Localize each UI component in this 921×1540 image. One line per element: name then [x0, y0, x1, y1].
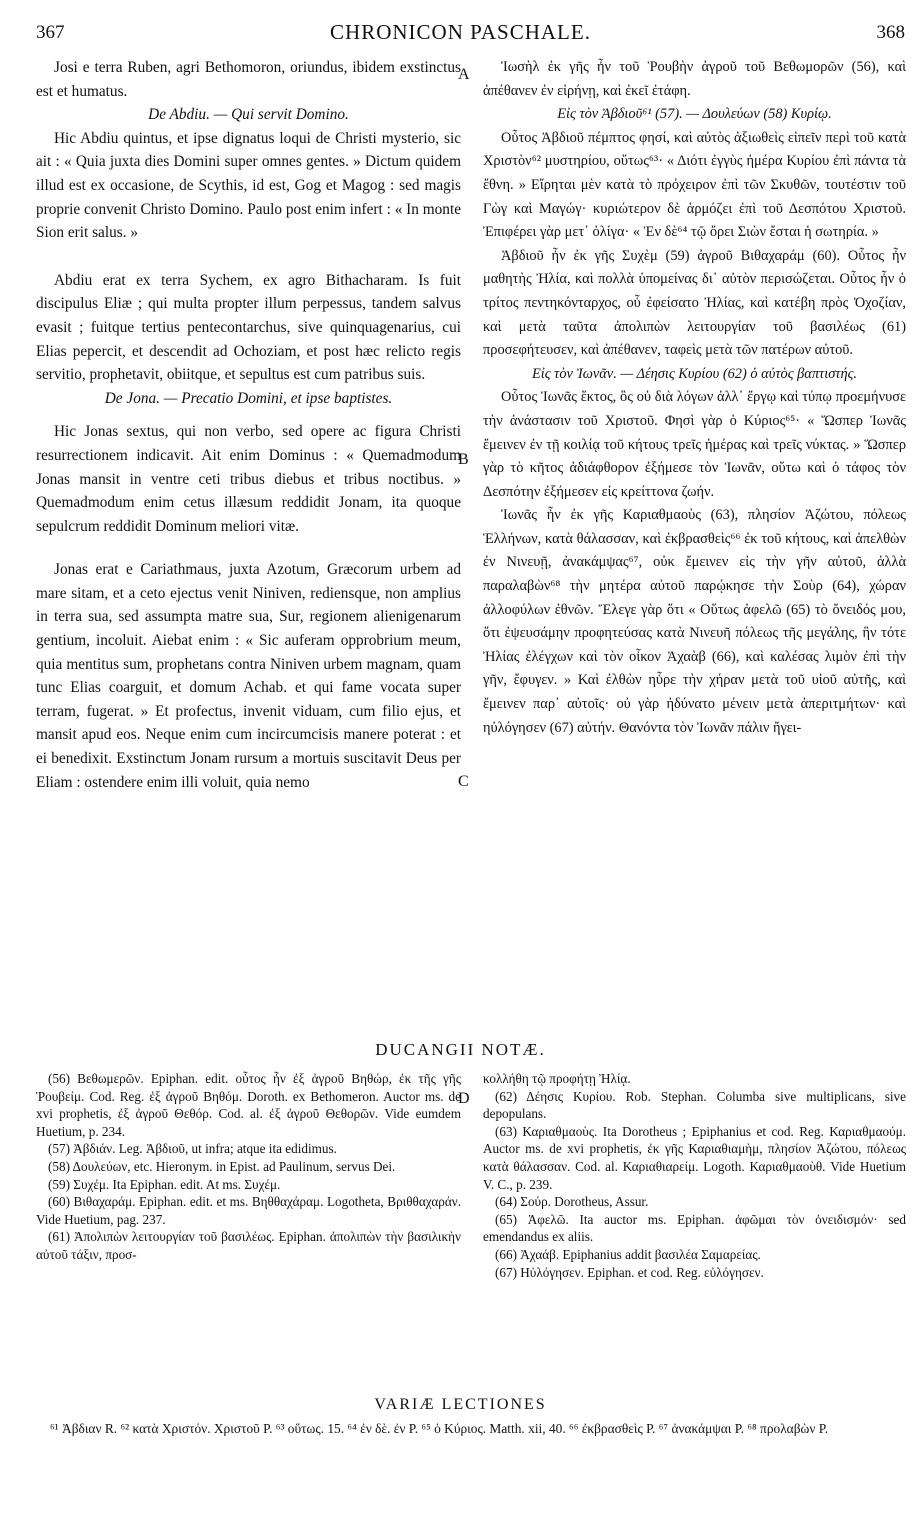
- latin-paragraph: Abdiu erat ex terra Sychem, ex agro Bithacharam. Is fuit discipulus Eliæ ; qui multa propter illum perpessus, tandem salvus evasit ; fuitque tertius pentecontarchus, sive quinquagenarius, cui Elias pepercit, et descendit ad Ochoziam, et post hæc relicto regis servitio, prophetavit, obiitque, et sepultus est cum patribus suis.: [36, 271, 461, 384]
- margin-letter-b: B: [458, 451, 469, 468]
- page-number-right: 368: [876, 22, 905, 43]
- latin-paragraph: Hic Jonas sextus, qui non verbo, sed opere ac figura Christi resurrectionem indicavit. Ait enim Dominus : « Quemadmodum Jonas mansit in ventre ceti tribus diebus et tribus noctibus. » Quemadmodum enim cetus illæsum reddidit Jonam, ita quoque sepulcrum reddidit Dominum meliori vitæ.: [36, 423, 461, 535]
- note-item: (67) Ηὐλόγησεν. Epiphan. et cod. Reg. εὐλόγησεν.: [495, 1264, 764, 1280]
- margin-letter-c: C: [458, 773, 469, 790]
- note-item: (56) Βεθωμερῶν. Epiphan. edit. οὗτος ἦν ἐξ ἀγροῦ Βηθώρ, ἐκ τῆς γῆς Ῥουβείμ. Cod. Reg. ἐξ ἀγροῦ Βηθόμ. Doroth. ex Bethomeron. Auctor ms. de xvi prophetis, ἐξ ἀγροῦ Θεθόρ. Cod. al. ἐξ ἀγροῦ Θεθορῶν. Vide eumdem Huetium, p. 234.: [36, 1071, 461, 1139]
- running-title: CHRONICON PASCHALE.: [330, 20, 591, 44]
- note-item: (61) Ἀπολιπὼν λειτουργίαν τοῦ βασιλέως. Epiphan. ἀπολιπὼν τὴν βασιλικὴν αὐτοῦ τάξιν, προσ-: [36, 1229, 461, 1262]
- notes-title: DUCANGII NOTÆ.: [375, 1040, 546, 1059]
- page-header: [0, 8, 921, 46]
- latin-column: [36, 56, 461, 794]
- greek-paragraph: Ἀβδιοῦ ἦν ἐκ γῆς Συχὲμ (59) ἀγροῦ Βιθαχαράμ (60). Οὗτος ἦν μαθητὴς Ἠλία, καὶ πολλὰ ὑπομείνας δι᾽ αὐτὸν περισώζεται. Οὗτος ἦν ὁ τρίτος πεντηκόνταρχος, οὗ ἐφείσατο Ἠλίας, καὶ κατέβη πρὸς Ὀχοζίαν, καὶ μετὰ ταῦτα ἀπολιπὼν λειτουργίαν τοῦ βασιλέως (61) προσεφήτευσεν, καὶ ἀπέθανεν, ταφεὶς μετὰ τῶν πατέρων αὐτοῦ.: [483, 247, 906, 359]
- margin-letter-a: A: [458, 66, 470, 83]
- latin-heading-abdiu: De Abdiu. — Qui servit Domino.: [148, 106, 349, 124]
- main-text: [36, 56, 906, 791]
- latin-paragraph: Jonas erat e Cariathmaus, juxta Azotum, Græcorum urbem ad mare sitam, et a ceto ejectus venit Niniven, rediensque, non amplius in terra sua, sed assumpta matre sua, Sur, regionem alienigenarum gentium, incoluit. Aiebat enim : « Sic auferam opprobrium meum, quia mentitus sum, prophetans contra Niniven urbem magnam, quam tunc Elias coarguit, et domum Achab. et qui fame vocata super terram, fugerat. » Et profectus, invenit viduam, cum filio ejus, et mansit apud eos. Neque enim cum incircumcisis manere poterat : et ei benedixit. Exstinctum Jonam rursum a mortuis suscitavit Deus per Eliam : ostendere enim illi voluit, quia nemo: [36, 561, 461, 791]
- note-item: (60) Βιθαχαράμ. Epiphan. edit. et ms. Βηθθαχάραμ. Logotheta, Βριθθαχαράν. Vide Huetium, pag. 237.: [36, 1194, 461, 1227]
- note-item: (66) Ἀχαάβ. Epiphanius addit βασιλέα Σαμαρείας.: [495, 1246, 761, 1262]
- greek-heading-abdiu: Εἰς τὸν Ἀβδιοῦ⁶¹ (57). — Δουλεύων (58) Κυρίῳ.: [557, 106, 832, 123]
- margin-letter-d: D: [458, 1090, 470, 1107]
- greek-heading-jona: Εἰς τὸν Ἰωνᾶν. — Δέησις Κυρίου (62) ὁ αὐτὸς βαπτιστής.: [531, 365, 858, 382]
- greek-column: [483, 56, 906, 740]
- page-number-left: 367: [36, 22, 65, 43]
- note-item: κολλήθη τῷ προφήτῃ Ἠλίᾳ.: [483, 1071, 631, 1086]
- latin-paragraph: Hic Abdiu quintus, et ipse dignatus loqui de Christi mysterio, sic ait : « Quia juxta dies Domini super omnes gentes. » Dictum quidem illud est ex occasione, de Scythis, id est, Gog et Magog : sed magis proprie convenit Christo Domino. Paulo post enim infert : « In monte Sion erit salus. »: [36, 129, 461, 242]
- variant-readings: ⁶¹ Ἀβδιαν R. ⁶² κατὰ Χριστόν. Χριστοῦ P. ⁶³ οὕτως. 15. ⁶⁴ ἐν δὲ. ἐν P. ⁶⁵ ὁ Κύριος. Matth. xii, 40. ⁶⁶ ἐκβρασθεὶς P. ⁶⁷ ἀνακάμψαι P. ⁶⁸ προλαβὼν P.: [50, 1421, 829, 1436]
- greek-paragraph: Ἰωνᾶς ἦν ἐκ γῆς Καριαθμαοὺς (63), πλησίον Ἀζώτου, πόλεως Ἑλλήνων, κατὰ θάλασσαν, καὶ ἐκβρασθεὶς⁶⁶ ἐκ τοῦ κήτους, καὶ ἀπελθὼν ἐν Νινευῇ, ἀνακάμψας⁶⁷, οὐκ ἔμεινεν εἰς τὴν γῆν αὐτοῦ, ἀλλὰ παραλαβὼν⁶⁸ τὴν μητέρα αὐτοῦ παρῴκησε τὴν Σοὺρ (64), χώραν ἀλλοφύλων ἐθνῶν. Ἔλεγε γὰρ ὅτι « Οὕτως ἀφελῶ (65) τὸ ὄνειδός μου, ὅτι ἐψευσάμην προφητεύσας κατὰ Νινευῆ πόλεως τῆς μεγάλης, ἣν τότε Ἠλίας ἐλέγχων καὶ τὸν οἶκον Ἀχαὰβ (66), καὶ καλέσας λιμὸν ἐπὶ τὴν γῆν, ἔφυγεν. » Καὶ ἐλθὼν ηὗρε τὴν χήραν μετὰ τοῦ υἱοῦ αὐτῆς, καὶ ἔμεινεν παρ᾽ αὐτοῖς· οὐ γὰρ ἠδύνατο μένειν μετὰ ἀπεριτμήτων· καὶ ηὐλόγησεν (67) αὐτήν. Θανόντα τὸν Ἰωνᾶν πάλιν ἤγει-: [483, 507, 906, 736]
- note-item: (63) Καριαθμαοὺς. Ita Dorotheus ; Epiphanius et cod. Reg. Καριαθμαούμ. Auctor ms. de xvi prophetis, ἐκ γῆς Καριαθιαμὴμ, πλησίον Ἀζώτου, πόλεως κατὰ θάλασσαν. Cod. al. Καριαθιαρείμ. Logoth. Καριαθμαοὺθ. Vide Huetium V. C., p. 239.: [483, 1123, 906, 1192]
- note-item: (57) Ἀβδιάν. Leg. Ἀβδιοῦ, ut infra; atque ita edidimus.: [48, 1141, 337, 1157]
- variants-title: VARIÆ LECTIONES: [374, 1396, 547, 1413]
- latin-paragraph: Josi e terra Ruben, agri Bethomoron, oriundus, ibidem exstinctus est et humatus.: [36, 59, 461, 100]
- greek-paragraph: Οὗτος Ἰωνᾶς ἕκτος, ὃς οὐ διὰ λόγων ἀλλ᾽ ἔργῳ καὶ τύπῳ προεμήνυσε τὴν ἀνάστασιν τοῦ Χριστοῦ. Φησὶ γὰρ ὁ Κύριος⁶⁵· « Ὥσπερ Ἰωνᾶς ἔμεινεν ἐν τῇ κοιλίᾳ τοῦ κήτους τρεῖς ἡμέρας καὶ τρεῖς νύκτας. » Ὥσπερ γὰρ τὸ κῆτος ἀδιάφθορον ἐξήμεσε τὸν Ἰωνᾶν, οὕτω καὶ ὁ τάφος τὸν Δεσπότην ἐξήμεσεν εἰς κρείττονα ζωήν.: [483, 389, 906, 500]
- note-item: (65) Ἀφελῶ. Ita auctor ms. Epiphan. ἀφῶμαι τὸν ὀνειδισμόν· sed emendandus ex aliis.: [483, 1211, 906, 1245]
- note-item: (62) Δέησις Κυρίου. Rob. Stephan. Columba sive multiplicans, sive depopulans.: [483, 1088, 906, 1122]
- note-item: (58) Δουλεύων, etc. Hieronym. in Epist. ad Paulinum, servus Dei.: [48, 1158, 396, 1174]
- greek-paragraph: Ἰωσὴλ ἐκ γῆς ἦν τοῦ Ῥουβὴν ἀγροῦ τοῦ Βεθωμορῶν (56), καὶ ἀπέθανεν ἐν εἰρήνῃ, καὶ ἐκεῖ ἐτάφη.: [483, 59, 906, 99]
- latin-heading-jona: De Jona. — Precatio Domini, et ipse baptistes.: [104, 389, 393, 407]
- notes-left-column: [36, 1070, 461, 1264]
- greek-paragraph: Οὗτος Ἀβδιοῦ πέμπτος φησί, καὶ αὐτὸς ἀξιωθεὶς εἰπεῖν περὶ τοῦ κατὰ Χριστὸν⁶² μυστηρίου, οὕτως⁶³· « Διότι ἐγγὺς ἡμέρα Κυρίου ἐπὶ πάντα τὰ ἔθνη. » Εἴρηται μὲν κατὰ τὸ πρόχειρον ἐπὶ τῶν Σκυθῶν, τουτέστιν τοῦ Γὼγ καὶ Μαγώγ· κυριώτερον δὲ ἁρμόζει ἐπὶ τοῦ Δεσπότου Χριστοῦ. Ἐπιφέρει γὰρ μετ᾽ ὀλίγα· « Ἐν δὲ⁶⁴ τῷ ὄρει Σιὼν ἔσται ἡ σωτηρία. »: [483, 129, 906, 241]
- note-item: (59) Συχέμ. Ita Epiphan. edit. At ms. Συχέμ.: [48, 1176, 281, 1192]
- notes-right-column: [483, 1070, 906, 1281]
- note-item: (64) Σούρ. Dorotheus, Assur.: [495, 1194, 649, 1210]
